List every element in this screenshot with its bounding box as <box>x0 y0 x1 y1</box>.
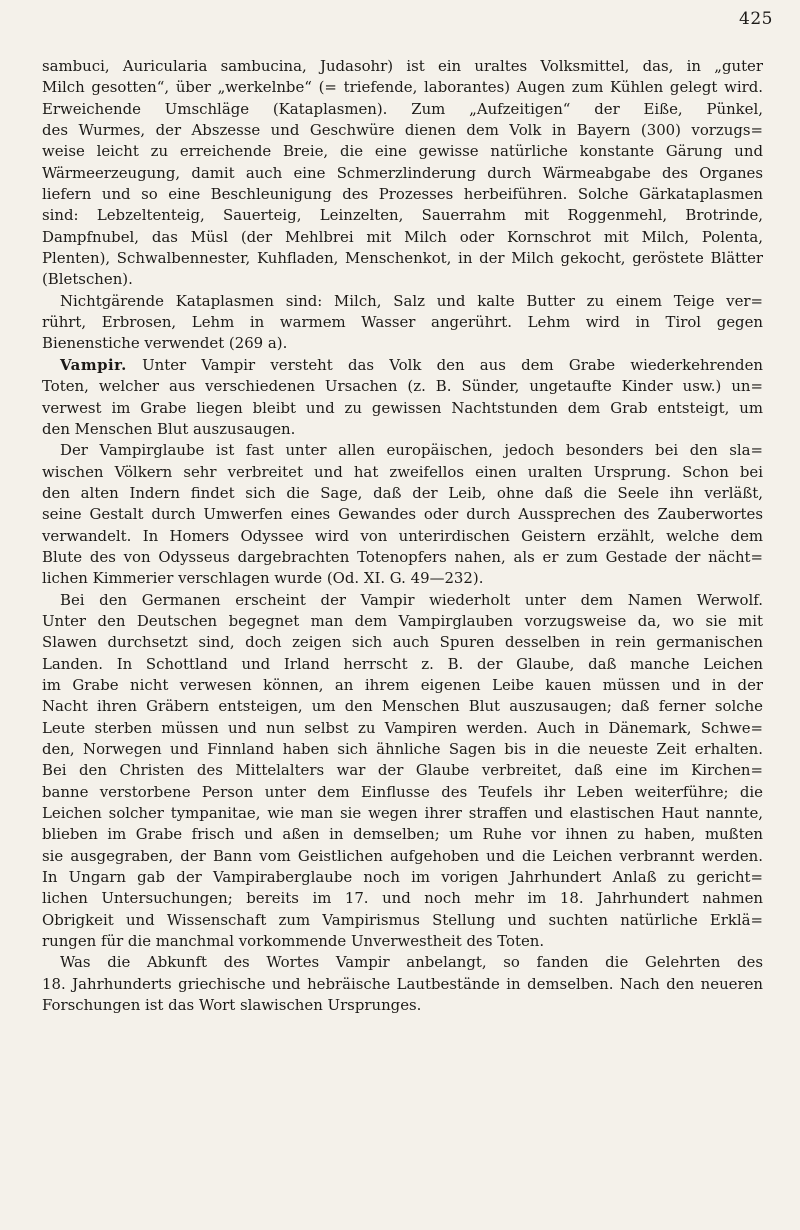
text-line <box>42 419 763 440</box>
text-line-content: Unter Vampir versteht das Volk den aus dem Grabe wiederkehrenden <box>126 355 763 374</box>
text-line <box>42 696 763 717</box>
text-line-content: Erweichende Umschläge (Kataplasmen). Zum „Aufzeitigen“ der Eiße, Pünkel, <box>42 99 763 118</box>
text-line <box>42 483 763 504</box>
text-line-content: Was die Abkunft des Wortes Vampir anbelangt, so fanden die Gelehrten des <box>60 953 763 972</box>
text-line-content: den Menschen Blut auszusaugen. <box>42 419 296 438</box>
text-line <box>42 931 763 952</box>
text-line-content: Dampfnubel, das Müsl (der Mehlbrei mit Milch oder Kornschrot mit Milch, Polenta, <box>42 227 763 246</box>
text-line <box>42 526 763 547</box>
text-line-content: Bienenstiche verwendet (269 a). <box>42 334 288 353</box>
text-line <box>42 611 763 632</box>
entry-headword: Vampir. <box>60 355 127 374</box>
text-line <box>42 227 763 248</box>
text-line-content: Landen. In Schottland und Irland herrscht z. B. der Glaube, daß manche Leichen <box>42 654 763 673</box>
text-line <box>42 824 763 845</box>
text-line <box>42 675 763 696</box>
text-line-content: (Bletschen). <box>42 270 133 289</box>
text-line-content: Leichen solcher tympanitae, wie man sie wegen ihrer straffen und elastischen Haut nannte, <box>42 804 763 823</box>
text-line-content: Wärmeerzeugung, damit auch eine Schmerzlinderung durch Wärmeabgabe des Organes <box>42 163 763 182</box>
text-line <box>42 952 763 973</box>
text-paragraph <box>42 291 763 355</box>
text-line-content: den alten Indern findet sich die Sage, daß der Leib, ohne daß die Seele ihn verläßt, <box>42 483 763 502</box>
text-line <box>42 782 763 803</box>
text-line <box>42 312 763 333</box>
text-line <box>42 355 763 376</box>
text-line-content: Bei den Christen des Mittelalters war der Glaube verbreitet, daß eine im Kirchen= <box>42 761 763 780</box>
text-line <box>42 632 763 653</box>
text-line-content: im Grabe nicht verwesen können, an ihrem eigenen Leibe kauen müssen und in der <box>42 675 763 694</box>
text-line <box>42 248 763 269</box>
text-line-content: rungen für die manchmal vorkommende Unverwestheit des Toten. <box>42 932 545 951</box>
text-line <box>42 205 763 226</box>
text-line-content: rührt, Erbrosen, Lehm in warmem Wasser angerührt. Lehm wird in Tirol gegen <box>42 313 763 332</box>
text-line <box>42 910 763 931</box>
text-line <box>42 739 763 760</box>
text-line-content: des Wurmes, der Abszesse und Geschwüre dienen dem Volk in Bayern (300) vorzugs= <box>42 121 763 140</box>
text-line <box>42 760 763 781</box>
text-line <box>42 974 763 995</box>
text-line <box>42 718 763 739</box>
text-line-content: liefern und so eine Beschleunigung des Prozesses herbeiführen. Solche Gärkataplasmen <box>42 185 763 204</box>
text-line-content: Toten, welcher aus verschiedenen Ursachen (z. B. Sünder, ungetaufte Kinder usw.) un= <box>42 377 763 396</box>
text-line <box>42 504 763 525</box>
text-line-content: Leute sterben müssen und nun selbst zu Vampiren werden. Auch in Dänemark, Schwe= <box>42 718 763 737</box>
text-line-content: Plenten), Schwalbennester, Kuhfladen, Menschenkot, in der Milch gekocht, geröstete Blätter <box>42 249 763 268</box>
text-line <box>42 846 763 867</box>
text-line <box>42 376 763 397</box>
text-line-content: Blute des von Odysseus dargebrachten Totenopfers nahen, als er zum Gestade der nächt= <box>42 547 763 566</box>
text-line <box>42 547 763 568</box>
text-line <box>42 462 763 483</box>
text-line-content: Nichtgärende Kataplasmen sind: Milch, Salz und kalte Butter zu einem Teige ver= <box>60 291 763 310</box>
text-line <box>42 163 763 184</box>
text-line <box>42 803 763 824</box>
text-line-content: Milch gesotten“, über „werkelnbe“ (= triefende, laborantes) Augen zum Kühlen gelegt wird. <box>42 78 763 97</box>
text-line-content: Slawen durchsetzt sind, doch zeigen sich auch Spuren desselben in rein germanischen <box>42 633 763 652</box>
text-line <box>42 654 763 675</box>
page-body <box>42 56 763 1016</box>
text-line-content: In Ungarn gab der Vampiraberglaube noch im vorigen Jahrhundert Anlaß zu gericht= <box>42 868 763 887</box>
text-line-content: den, Norwegen und Finnland haben sich ähnliche Sagen bis in die neueste Zeit erhalten. <box>42 740 763 758</box>
text-line-content: Forschungen ist das Wort slawischen Ursprunges. <box>42 996 422 1015</box>
text-line <box>42 333 763 354</box>
page-number: 425 <box>739 9 773 29</box>
text-line-content: verwandelt. In Homers Odyssee wird von unterirdischen Geistern erzählt, welche dem <box>42 526 763 545</box>
text-line-content: sind: Lebzeltenteig, Sauerteig, Leinzelten, Sauerrahm mit Roggenmehl, Brotrinde, <box>42 206 763 225</box>
text-line-content: blieben im Grabe frisch und aßen in demselben; um Ruhe vor ihnen zu haben, mußten <box>42 825 763 844</box>
text-line <box>42 120 763 141</box>
text-line <box>42 888 763 909</box>
text-line-content: Nacht ihren Gräbern entsteigen, um den Menschen Blut auszusaugen; daß ferner solche <box>42 697 763 716</box>
text-line-content: sie ausgegraben, der Bann vom Geistlichen aufgehoben und die Leichen verbrannt werden. <box>42 846 763 865</box>
text-line <box>42 141 763 162</box>
text-line <box>42 184 763 205</box>
text-line <box>42 995 763 1016</box>
text-line <box>42 398 763 419</box>
text-line <box>42 77 763 98</box>
text-line-content: 18. Jahrhunderts griechische und hebräische Lautbestände in demselben. Nach den neueren <box>42 974 763 993</box>
text-line-content: seine Gestalt durch Umwerfen eines Gewandes oder durch Aussprechen des Zauberwortes <box>42 505 763 524</box>
text-line-content: weise leicht zu erreichende Breie, die eine gewisse natürliche konstante Gärung und <box>42 142 763 161</box>
text-line-content: banne verstorbene Person unter dem Einflusse des Teufels ihr Leben weiterführe; die <box>42 782 763 801</box>
text-line <box>42 440 763 461</box>
dictionary-entry <box>42 355 763 1017</box>
text-line-content: Obrigkeit und Wissenschaft zum Vampirismus Stellung und suchten natürliche Erklä= <box>42 910 763 929</box>
text-line-content: lichen Untersuchungen; bereits im 17. und noch mehr im 18. Jahrhundert nahmen <box>42 889 763 908</box>
text-line-content: verwest im Grabe liegen bleibt und zu gewissen Nachtstunden dem Grab entsteigt, um <box>42 398 763 417</box>
text-line-content: Unter den Deutschen begegnet man dem Vampirglauben vorzugsweise da, wo sie mit <box>42 611 763 630</box>
text-line-content: Bei den Germanen erscheint der Vampir wiederholt unter dem Namen Werwolf. <box>60 590 763 609</box>
text-line <box>42 590 763 611</box>
text-line <box>42 99 763 120</box>
text-paragraph <box>42 56 763 291</box>
text-line <box>42 56 763 77</box>
text-line-content: lichen Kimmerier verschlagen wurde (Od. XI. G. 49—232). <box>42 569 484 588</box>
text-line-content: wischen Völkern sehr verbreitet und hat zweifellos einen uralten Ursprung. Schon bei <box>42 462 763 481</box>
text-line-content: sambuci, Auricularia sambucina, Judasohr) ist ein uraltes Volksmittel, das, in „guter <box>42 57 763 75</box>
text-line <box>42 269 763 290</box>
text-line <box>42 867 763 888</box>
text-line <box>42 568 763 589</box>
text-line <box>42 291 763 312</box>
text-line-content: Der Vampirglaube ist fast unter allen europäischen, jedoch besonders bei den sla= <box>60 441 763 460</box>
